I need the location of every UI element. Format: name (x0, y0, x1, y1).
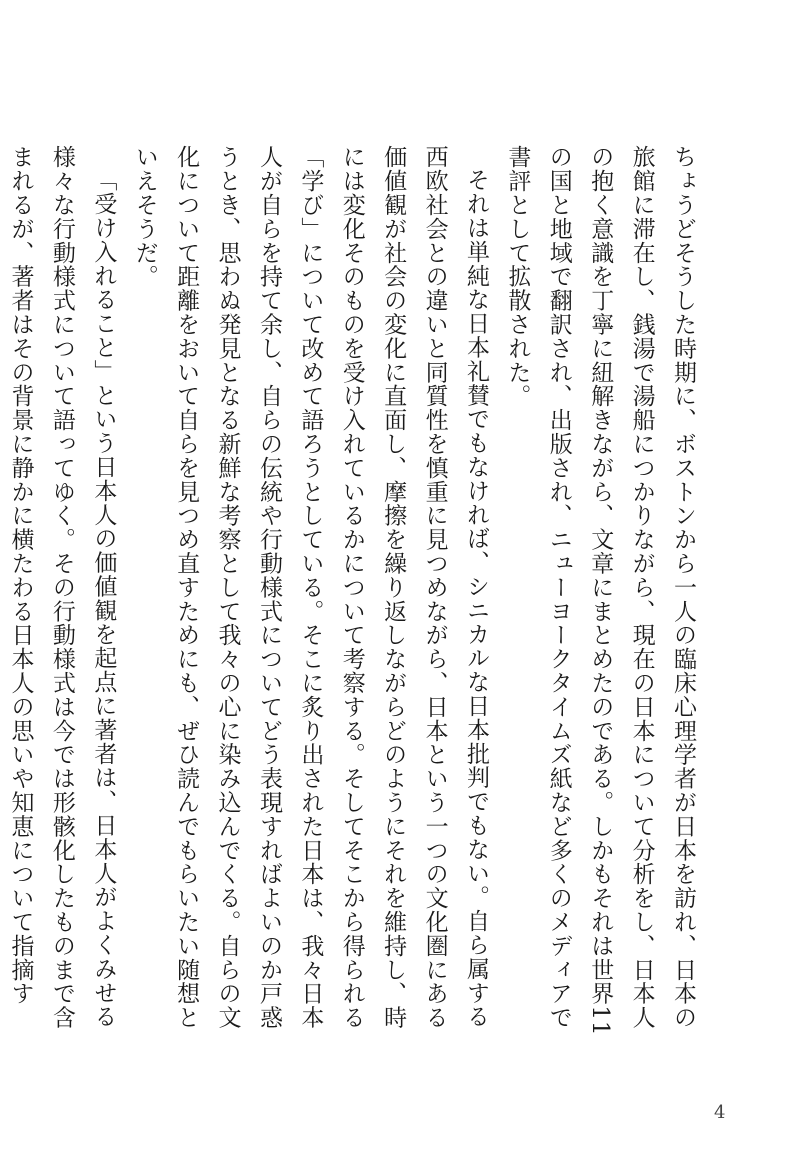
vertical-text-body (0, 145, 703, 1045)
paragraph-2: それは単純な日本礼賛でもなければ、シニカルな日本批判でもない。自ら属する西欧社会との違いと同質性を慎重に見つめながら、日本という一つの文化圏にある価値観が社会の変化に直面し、摩擦を繰り返しながらどのようにそれを維持し、時には変化そのものを受け入れているかについて考察する。そしてそこから得られる「学び」について改めて語ろうとしている。そこに炙り出された日本は、我々日本人が自らを持て余し、自らの伝統や行動様式についてどう表現すればよいのか戸惑うとき、思わぬ発見となる新鮮な考察として我々の心に染み込んでくる。自らの文化について距離をおいて自らを見つめ直すためにも、ぜひ読んでもらいたい随想といえそうだ。 (131, 145, 489, 1030)
paragraph-3: 「受け入れること」という日本人の価値観を起点に著者は、日本人がよくみせる様々な行動様式について語ってゆく。その行動様式は今では形骸化したものまで含まれるが、著者はその背景に静かに横たわる日本人の思いや知恵について指摘す (7, 145, 117, 1030)
paragraph-1: ちょうどそうした時期に、ボストンから一人の臨床心理学者が日本を訪れ、日本の旅館に滞在し、銭湯で湯船につかりながら、現在の日本について分析をし、日本人の抱く意識を丁寧に紐解きながら、文章にまとめたのである。しかもそれは世界11の国と地域で翻訳され、出版され、ニューヨークタイムズ紙など多くのメディアで書評として拡散された。 (504, 145, 696, 1037)
page-number: 4 (714, 1102, 726, 1123)
